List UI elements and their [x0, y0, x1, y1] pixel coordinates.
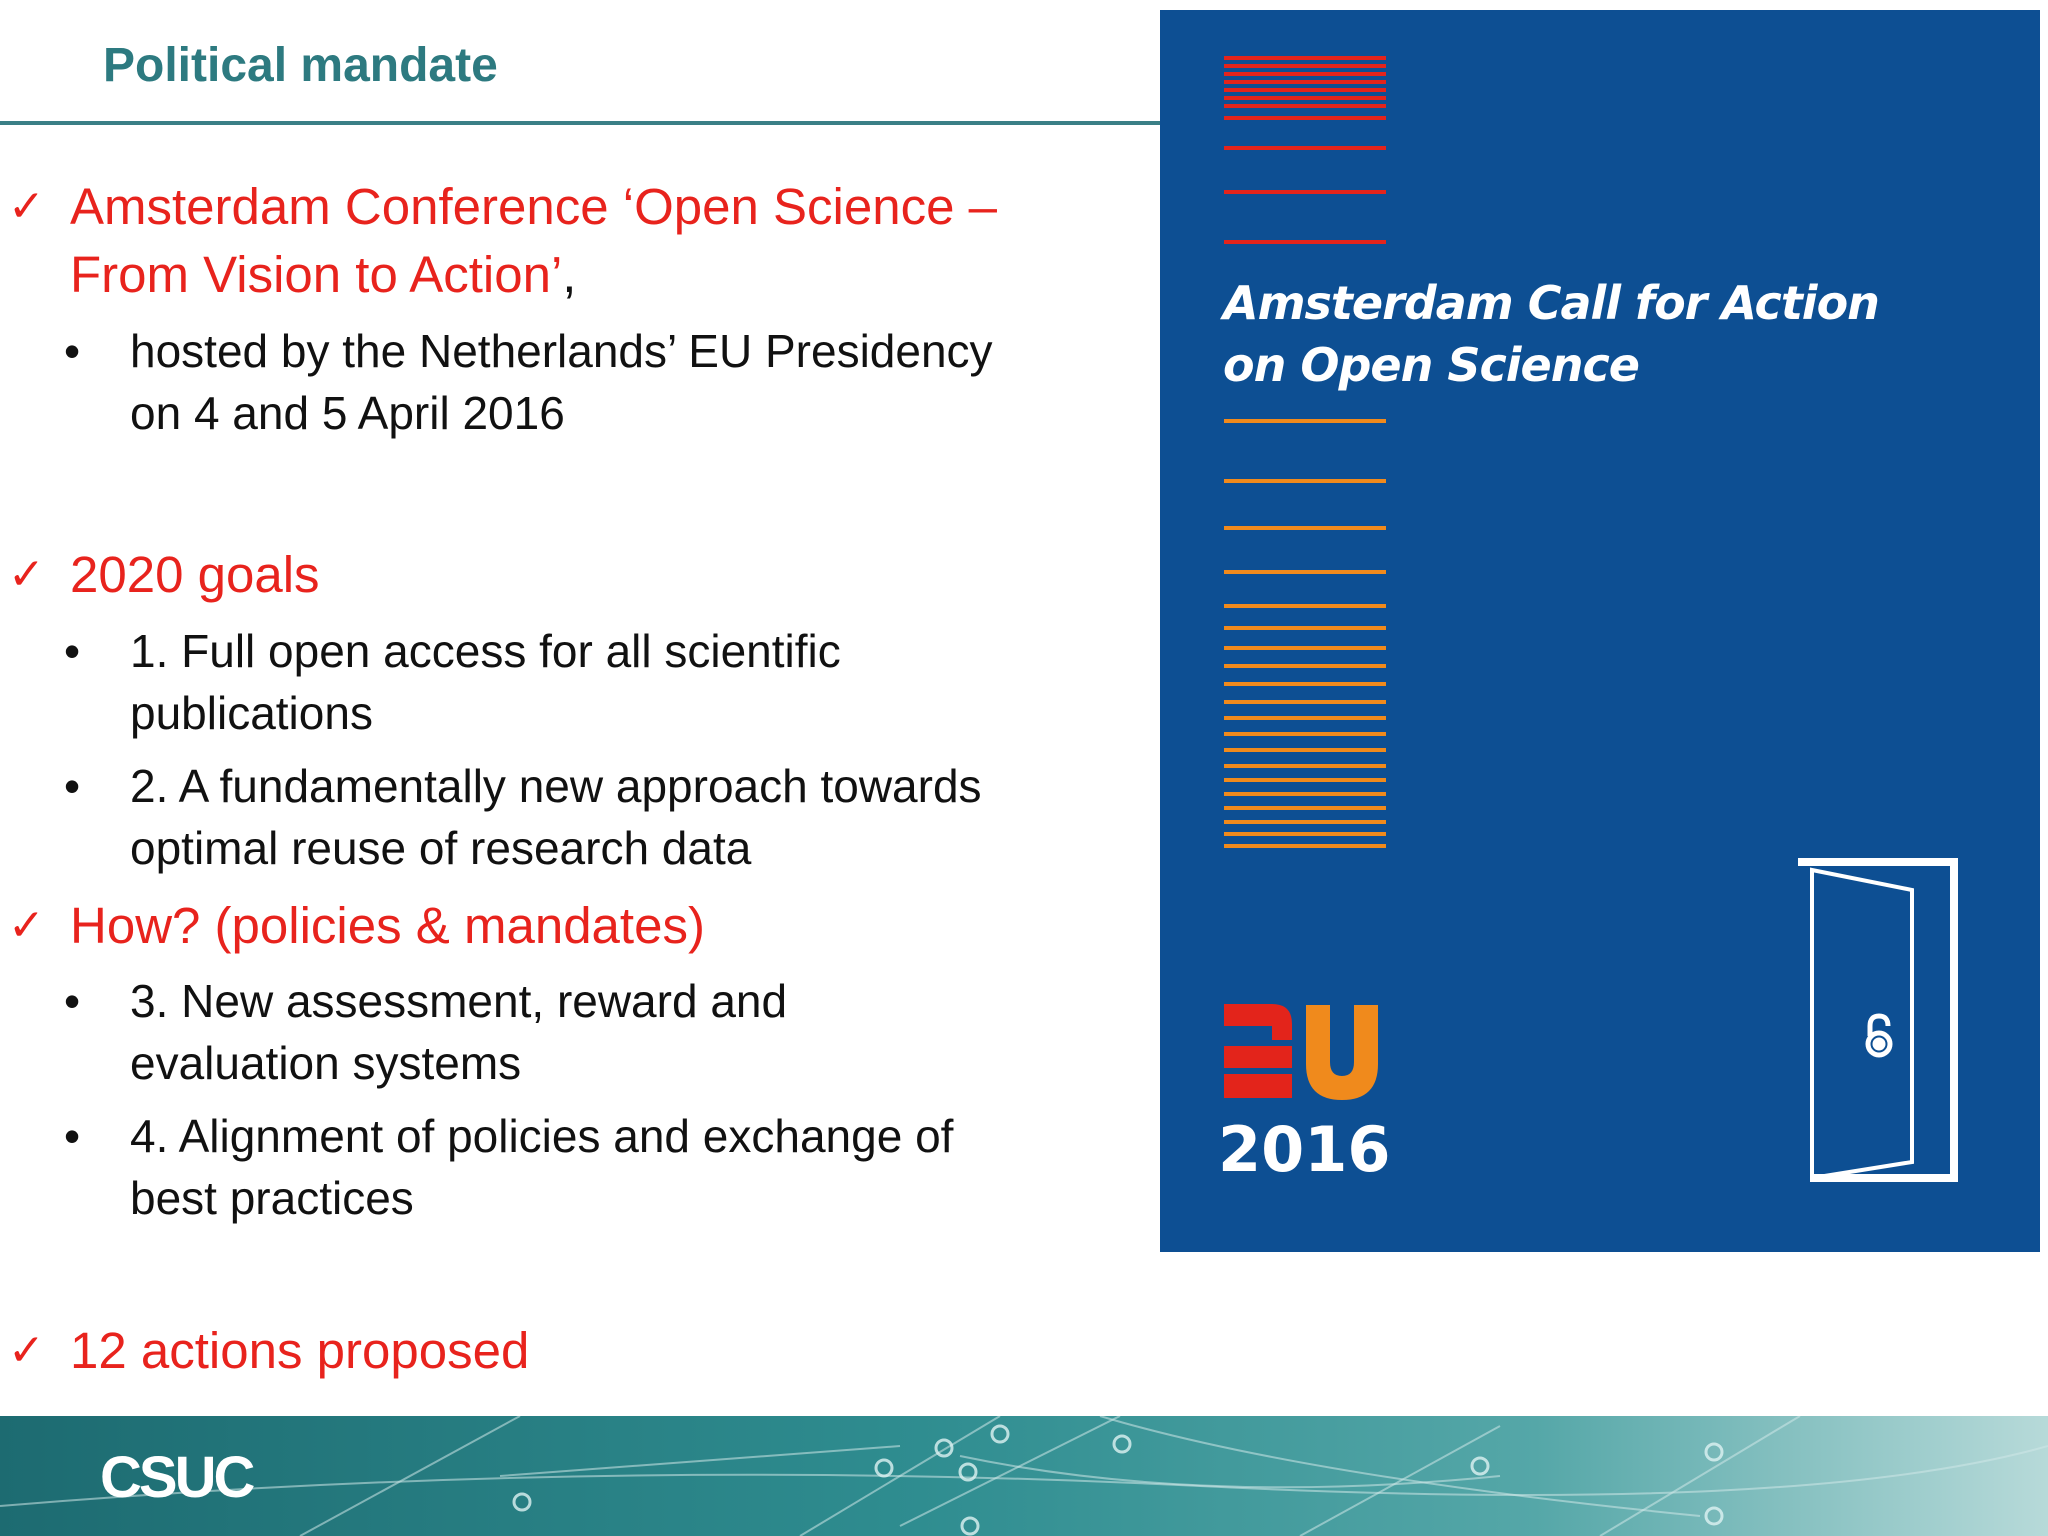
- cover-graphics: [1160, 10, 2040, 1252]
- checkmark-icon: ✓: [8, 182, 45, 231]
- bullet-icon: •: [64, 760, 81, 812]
- eu-presidency-logo: [1224, 1004, 1378, 1100]
- open-access-lock-icon: [1868, 1016, 1890, 1055]
- bullet-item-action-3: [64, 970, 787, 1094]
- bullet-item-goal-2: [64, 755, 982, 879]
- cover-title: [1223, 272, 1879, 396]
- bullet-icon: •: [64, 1110, 81, 1162]
- check-item-conference: [8, 173, 997, 309]
- red-stripes: [1224, 56, 1386, 244]
- bullet-line: 4. Alignment of policies and exchange of: [130, 1110, 954, 1162]
- report-cover-image: [1160, 10, 2040, 1252]
- footer-banner: [0, 1416, 2048, 1536]
- check-item-line: 12 actions proposed: [70, 1322, 530, 1379]
- check-item-how: [8, 892, 705, 960]
- bullet-line: best practices: [130, 1172, 414, 1224]
- bullet-line: 3. New assessment, reward and: [130, 975, 788, 1027]
- cover-year: 2016: [1218, 1113, 1391, 1186]
- orange-stripes: [1224, 419, 1386, 848]
- bullet-item-hosted: [64, 320, 993, 444]
- slide-title: Political mandate: [103, 39, 498, 92]
- bullet-icon: •: [64, 325, 81, 377]
- checkmark-icon: ✓: [8, 550, 45, 599]
- checkmark-icon: ✓: [8, 1326, 45, 1375]
- bullet-line: 1. Full open access for all scientific: [130, 625, 841, 677]
- check-item-actions: [8, 1317, 529, 1385]
- bullet-line: publications: [130, 687, 373, 739]
- check-item-line: 2020 goals: [70, 546, 320, 603]
- network-pattern: [0, 1416, 2048, 1536]
- bullet-line: 2. A fundamentally new approach towards: [130, 760, 982, 812]
- bullet-line: optimal reuse of research data: [130, 822, 752, 874]
- bullet-item-action-4: [64, 1105, 953, 1229]
- bullet-line: on 4 and 5 April 2016: [130, 387, 565, 439]
- checkmark-icon: ✓: [8, 901, 45, 950]
- check-item-goals: [8, 541, 320, 609]
- csuc-logo: CSUC: [100, 1445, 253, 1510]
- check-item-line: Amsterdam Conference ‘Open Science –: [70, 178, 997, 235]
- open-door-icon: [1798, 862, 1954, 1178]
- bullet-item-goal-1: [64, 620, 841, 744]
- bullet-line: evaluation systems: [130, 1037, 522, 1089]
- bullet-icon: •: [64, 625, 81, 677]
- bullet-line: hosted by the Netherlands’ EU Presidency: [130, 325, 993, 377]
- check-item-line: From Vision to Action’,: [70, 246, 577, 303]
- cover-title-line: on Open Science: [1223, 338, 1639, 392]
- check-item-line: How? (policies & mandates): [70, 897, 705, 954]
- bullet-icon: •: [64, 975, 81, 1027]
- title-divider: [0, 121, 1160, 125]
- cover-title-line: Amsterdam Call for Action: [1223, 276, 1879, 330]
